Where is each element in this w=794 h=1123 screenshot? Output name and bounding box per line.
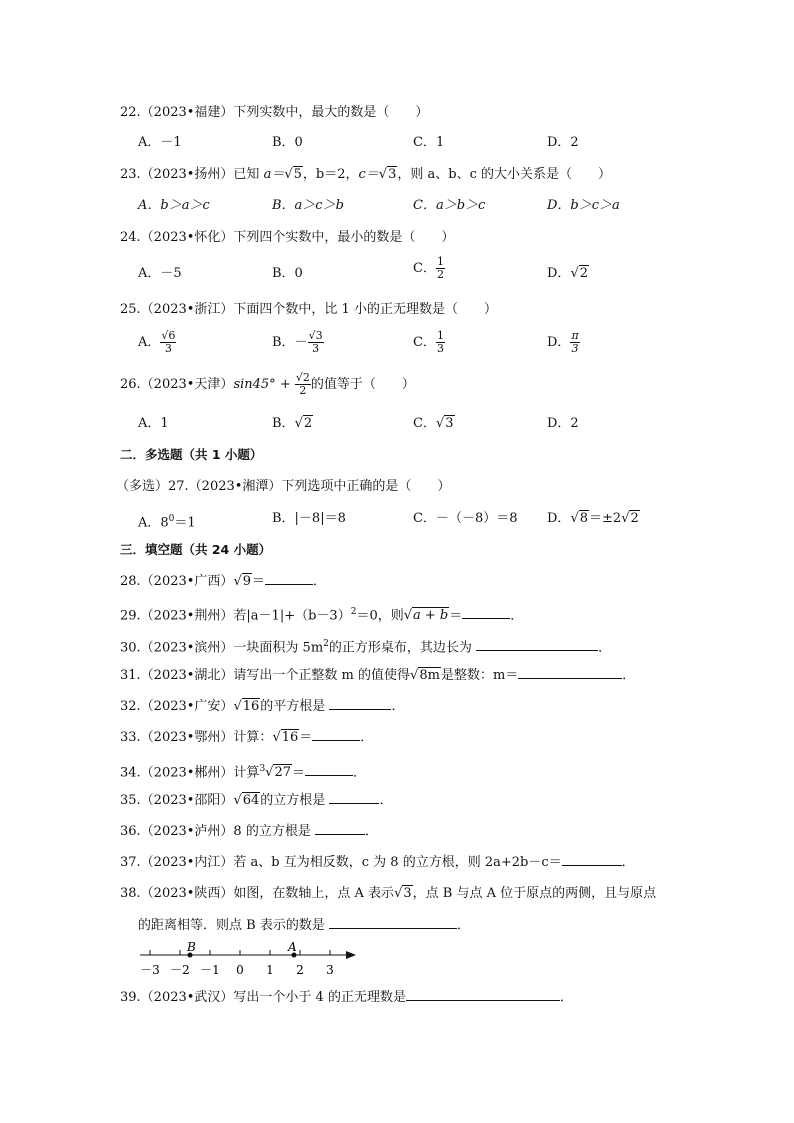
- q26-frac: [295, 372, 311, 397]
- tick-label: 3: [326, 963, 334, 977]
- q33-prefix: 33.（2023•鄂州）计算：: [120, 730, 273, 745]
- q34-rad: 27: [274, 765, 292, 781]
- q27-a-rest: ＝1: [174, 515, 196, 531]
- q26-option-d: D．2: [547, 416, 579, 431]
- question-22: [120, 104, 428, 122]
- tick-label: －3: [140, 963, 160, 977]
- q32-rad: 16: [242, 699, 260, 714]
- q24-d-rad: 2: [579, 266, 589, 281]
- q23-c-eq: c＝: [358, 167, 379, 182]
- q26-num: √2: [295, 371, 310, 384]
- tick-label: －1: [200, 963, 220, 977]
- q29-prefix: 29.（2023•荆州）若|a－1|+（b－3）: [120, 608, 351, 624]
- q23-a-eq: a＝: [263, 167, 285, 182]
- q26-suffix: 的值等于（ ）: [310, 377, 415, 392]
- q26-c-rad: 3: [445, 416, 454, 431]
- q38-prefix: 38.（2023•陕西）如图，在数轴上，点 A 表示: [120, 886, 395, 901]
- q34-cbrt: √27: [265, 765, 292, 781]
- q28-suffix: ＝: [252, 574, 266, 589]
- q27-d-rad: 8: [579, 511, 589, 526]
- question-32: [120, 697, 404, 716]
- q26-expr: sin45° +: [233, 377, 295, 392]
- q26-prefix: 26.（2023•天津）: [120, 377, 234, 392]
- section-3-heading: 三．填空题（共 24 小题）: [120, 542, 272, 557]
- q26-num-rad: 2: [302, 371, 310, 384]
- q25-a-num-rad: 6: [168, 329, 176, 342]
- q38-answer-blank[interactable]: [329, 916, 457, 929]
- q30-suffix: 的正方形桌布，其边长为: [328, 640, 472, 656]
- q29-mid: ＝0，则: [356, 608, 404, 624]
- q31-prefix: 31.（2023•湖北）请写出一个正整数 m 的值使得: [120, 668, 411, 683]
- q29-rad: a + b: [413, 608, 449, 624]
- q38-line2: 的距离相等．则点 B 表示的数是: [138, 918, 325, 933]
- question-27: [116, 478, 450, 496]
- question-29: [120, 603, 523, 625]
- q25-d-label: D．: [547, 335, 571, 350]
- tick-label: 1: [266, 963, 274, 977]
- q26-b-rad: 2: [303, 416, 313, 431]
- q32-end: ．: [391, 699, 405, 714]
- q27-stem: （多选）27.（2023•湘潭）下列选项中正确的是（ ）: [116, 479, 451, 494]
- q27-a-exp: 0: [168, 514, 175, 524]
- q24-c-label: C．: [413, 261, 436, 276]
- q29-suffix: ＝: [449, 608, 463, 624]
- q25-b-den: 3: [312, 342, 320, 355]
- q25-c-label: C．: [413, 335, 436, 350]
- q35-prefix: 35.（2023•邵阳）: [120, 793, 234, 808]
- question-25: [120, 301, 497, 319]
- q31-rad: 8m: [419, 668, 440, 683]
- q25-c-frac: [436, 330, 445, 355]
- q25-option-d: [547, 330, 580, 355]
- q37-text: 37.（2023•内江）若 a、b 互为相反数，c 为 8 的立方根，则 2a+2b－c＝: [120, 855, 562, 870]
- q24-option-b: B．0: [272, 266, 303, 281]
- q39-answer-blank[interactable]: [406, 988, 560, 1001]
- q23-option-a: A．b＞a＞c: [138, 198, 210, 213]
- q28-answer-blank[interactable]: [265, 572, 313, 585]
- q23-sqrt-a: √5: [284, 167, 302, 182]
- q32-suffix: 的平方根是: [260, 699, 326, 714]
- q22-stem: 22.（2023•福建）下列实数中，最大的数是（ ）: [120, 105, 429, 120]
- q35-rad: 64: [242, 793, 260, 808]
- q24-d-label: D．: [547, 266, 571, 281]
- q39-end: ．: [559, 990, 573, 1005]
- q26-den: 2: [299, 384, 307, 397]
- tick-label: 2: [296, 963, 304, 977]
- q25-d-frac: [570, 330, 579, 355]
- q22-option-c: C．1: [413, 135, 445, 150]
- number-line-arrow: [346, 951, 356, 959]
- q31-answer-blank[interactable]: [518, 666, 622, 679]
- q23-c-rad: 3: [388, 167, 397, 182]
- point-a-label: A: [288, 940, 297, 954]
- question-23: [120, 166, 611, 184]
- question-39: [120, 988, 573, 1007]
- q34-index: 3: [259, 764, 266, 774]
- question-38-line2: [138, 916, 470, 935]
- q37-answer-blank[interactable]: [562, 853, 622, 866]
- q35-answer-blank[interactable]: [329, 791, 379, 804]
- q24-option-c: [413, 256, 445, 281]
- q23-prefix: 23.（2023•扬州）已知: [120, 167, 264, 182]
- q22-option-a: A．－1: [138, 135, 182, 150]
- q26-b-label: B．: [272, 416, 295, 431]
- q28-rad: 9: [242, 574, 252, 589]
- q27-d-sqrt: √8: [570, 511, 589, 526]
- q30-end: ．: [598, 640, 612, 656]
- q31-end: ．: [622, 668, 636, 683]
- q27-d-label: D．: [547, 511, 571, 526]
- q24-c-num: 1: [436, 255, 444, 268]
- q37-end: ．: [621, 855, 635, 870]
- question-36: [120, 822, 378, 841]
- q23-option-c: C．a＞b＞c: [413, 198, 486, 213]
- q25-a-den: 3: [164, 342, 172, 355]
- q32-answer-blank[interactable]: [329, 697, 391, 710]
- q27-option-d: [547, 510, 640, 528]
- q25-b-num: √3: [308, 329, 323, 342]
- q24-stem: 24.（2023•怀化）下列四个实数中，最小的数是（ ）: [120, 230, 455, 245]
- q33-suffix: ＝: [299, 730, 313, 745]
- q31-sqrt: √8m: [410, 668, 440, 683]
- q25-b-num-rad: 3: [315, 329, 323, 342]
- q25-option-a: [138, 330, 176, 355]
- q31-suffix: 是整数：m＝: [440, 668, 519, 683]
- q34-end: ．: [353, 765, 367, 781]
- tick-label: －2: [170, 963, 190, 977]
- q34-suffix: ＝: [292, 765, 306, 781]
- q25-d-den: 3: [571, 342, 579, 355]
- section-2-heading: 二．多选题（共 1 小题）: [120, 447, 263, 462]
- q36-text: 36.（2023•泸州）8 的立方根是: [120, 824, 311, 839]
- q36-answer-blank[interactable]: [315, 822, 365, 835]
- q38-suffix: ，点 B 与点 A 位于原点的两侧，且与原点: [412, 886, 657, 901]
- q23-b-eq: ，b＝2，: [302, 167, 359, 182]
- q33-answer-blank[interactable]: [312, 728, 360, 741]
- q25-a-label: A．: [138, 335, 161, 350]
- q29-answer-blank[interactable]: [462, 606, 510, 619]
- q35-suffix: 的立方根是: [260, 793, 326, 808]
- q35-sqrt: √64: [233, 793, 260, 808]
- q26-option-c: [413, 415, 455, 433]
- q29-exp: 2: [350, 607, 357, 617]
- q38-sqrt: √3: [394, 886, 412, 901]
- q22-option-b: B．0: [272, 135, 303, 150]
- question-31: [120, 666, 635, 685]
- q23-suffix: ，则 a、b、c 的大小关系是（ ）: [397, 167, 611, 182]
- question-38: [120, 885, 656, 903]
- q32-prefix: 32.（2023•广安）: [120, 699, 234, 714]
- q25-c-den: 3: [436, 342, 444, 355]
- question-35: [120, 791, 392, 810]
- q25-option-c: [413, 330, 445, 355]
- q27-option-b: B．|－8|＝8: [272, 511, 346, 526]
- question-37: [120, 853, 635, 872]
- q23-option-b: B．a＞c＞b: [272, 198, 344, 213]
- q25-a-frac: [160, 330, 176, 355]
- q26-c-label: C．: [413, 416, 436, 431]
- question-30: [120, 635, 611, 657]
- q27-option-a: [138, 510, 196, 532]
- point-b-label: B: [187, 940, 196, 954]
- q36-end: ．: [364, 824, 378, 839]
- q38-rad: 3: [403, 886, 412, 901]
- question-28: [120, 572, 326, 591]
- q25-c-num: 1: [436, 329, 444, 342]
- q30-prefix: 30.（2023•滨州）一块面积为 5m: [120, 640, 324, 656]
- q25-stem: 25.（2023•浙江）下面四个数中，比 1 小的正无理数是（ ）: [120, 302, 497, 317]
- q26-option-b: [272, 415, 313, 433]
- q29-end: ．: [510, 608, 524, 624]
- q22-option-d: D．2: [547, 135, 579, 150]
- number-line-figure: [136, 938, 366, 980]
- q27-d-mid: ＝±2: [589, 511, 622, 526]
- q26-b-sqrt: √2: [294, 416, 313, 431]
- q24-option-d: [547, 265, 589, 283]
- question-24: [120, 229, 454, 247]
- q27-d-rad2: 2: [630, 511, 639, 526]
- q25-b-label: B．－: [272, 335, 308, 350]
- q28-end: ．: [313, 574, 327, 589]
- q29-sqrt: √a + b: [403, 608, 449, 624]
- q27-d-sqrt2: √2: [621, 511, 639, 526]
- q25-option-b: [272, 330, 324, 355]
- tick-label: 0: [236, 963, 244, 977]
- question-26: [120, 372, 415, 397]
- q33-sqrt: √16: [272, 730, 299, 745]
- q39-text: 39.（2023•武汉）写出一个小于 4 的正无理数是: [120, 990, 406, 1005]
- q26-c-sqrt: √3: [435, 416, 454, 431]
- q27-option-c: C．－（－8）＝8: [413, 511, 518, 526]
- q24-option-a: A．－5: [138, 266, 182, 281]
- q33-rad: 16: [281, 730, 299, 745]
- q25-b-frac: [308, 330, 324, 355]
- question-33: [120, 728, 373, 747]
- q34-answer-blank[interactable]: [305, 763, 353, 776]
- q28-prefix: 28.（2023•广西）: [120, 574, 234, 589]
- q26-option-a: A．1: [138, 416, 169, 431]
- q30-exp: 2: [323, 639, 329, 649]
- q25-a-num: √6: [161, 329, 176, 342]
- q33-end: ．: [360, 730, 374, 745]
- q38-end: ．: [456, 918, 470, 933]
- q24-d-sqrt: √2: [570, 266, 589, 281]
- q25-d-num: π: [571, 329, 579, 342]
- q23-a-rad: 5: [293, 167, 302, 182]
- question-34: [120, 760, 366, 782]
- q23-option-d: D．b＞c＞a: [547, 198, 620, 213]
- q32-sqrt: √16: [233, 699, 260, 714]
- q24-c-frac: [436, 256, 445, 281]
- q23-sqrt-c: √3: [378, 167, 397, 182]
- q27-a-base: A．8: [138, 515, 169, 531]
- q24-c-den: 2: [436, 268, 444, 281]
- q30-answer-blank[interactable]: [476, 638, 598, 651]
- q34-prefix: 34.（2023•郴州）计算: [120, 765, 260, 781]
- number-line-ticks: [140, 950, 334, 977]
- q35-end: ．: [379, 793, 393, 808]
- q28-sqrt: √9: [233, 574, 252, 589]
